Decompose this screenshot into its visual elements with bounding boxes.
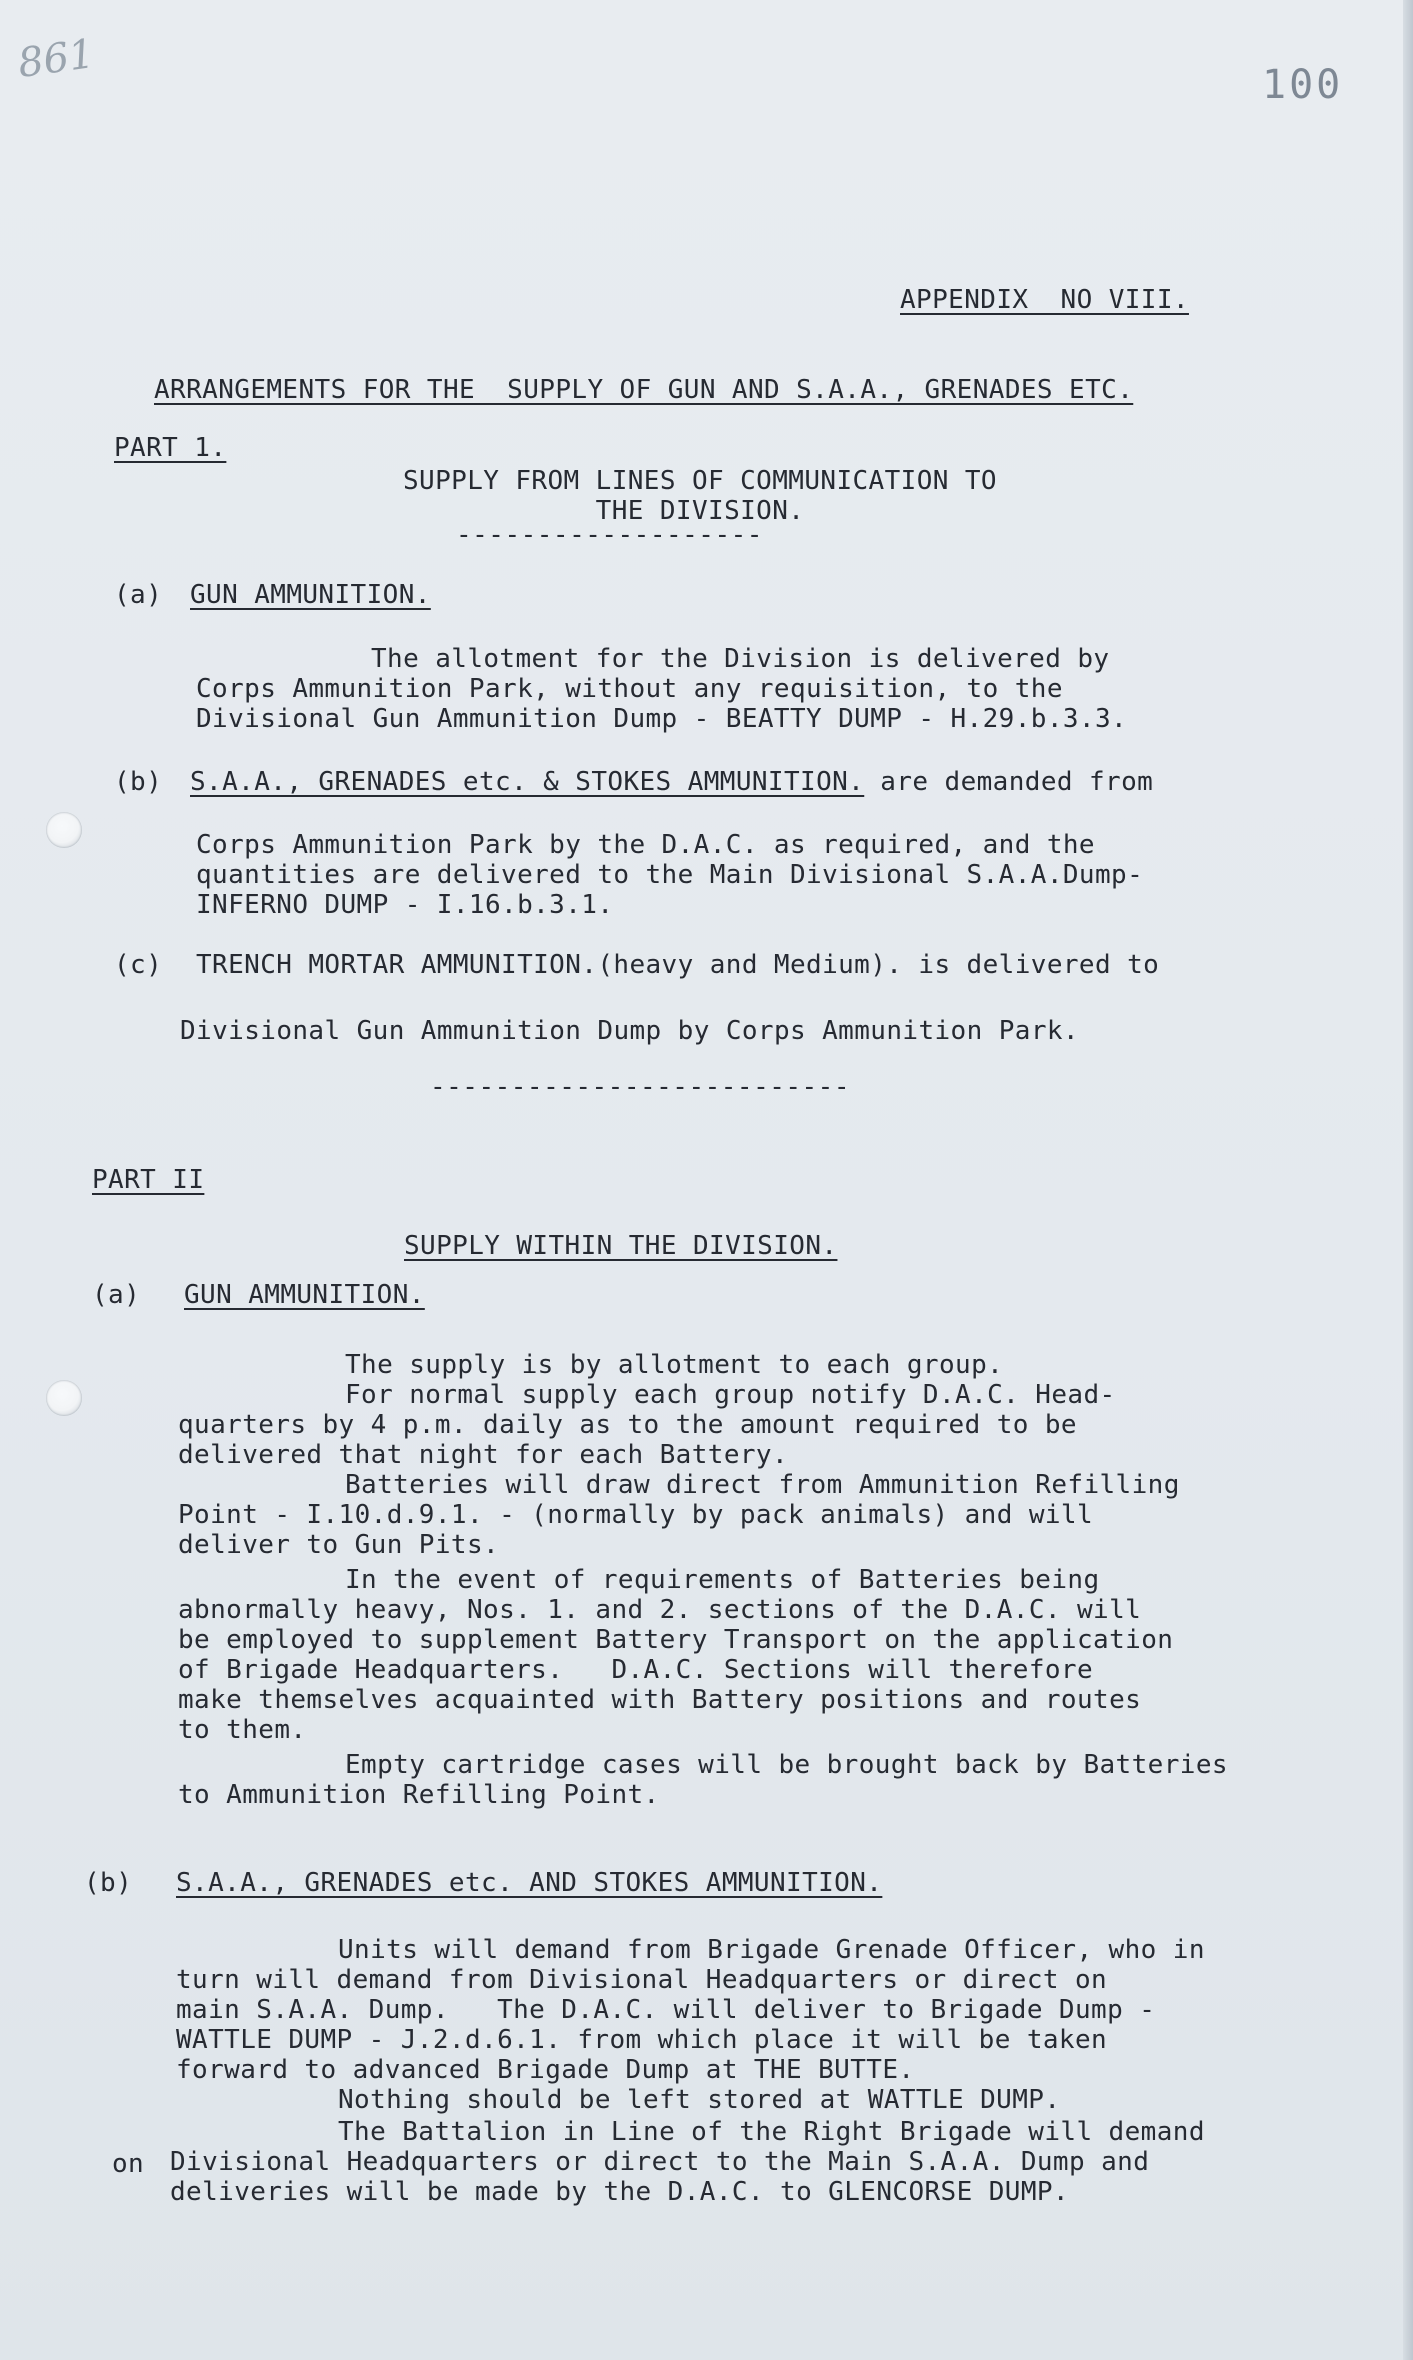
part1-heading-line2: THE DIVISION. (595, 496, 805, 526)
part1-a-heading: GUN AMMUNITION. (190, 580, 431, 610)
part1-b-heading-tail: are demanded from (864, 767, 1154, 797)
part2-a-line-11: of Brigade Headquarters. D.A.C. Sections will therefore (178, 1655, 1094, 1685)
part1-a-line-2: Corps Ammunition Park, without any requisition, to the (196, 674, 1063, 704)
part2-b-margin-word: on (112, 2149, 145, 2179)
part2-a-line-4: delivered that night for each Battery. (178, 1440, 789, 1470)
part2-a-heading: GUN AMMUNITION. (184, 1280, 425, 1310)
part1-heading-rule: ------------------- (456, 520, 763, 550)
part2-a-line-6: Point - I.10.d.9.1. - (normally by pack animals) and will (178, 1500, 1094, 1530)
part2-a-line-12: make themselves acquainted with Battery positions and routes (178, 1685, 1142, 1715)
part1-end-rule: -------------------------- (430, 1072, 850, 1102)
part2-a-line-2: For normal supply each group notify D.A.C. Head- (345, 1380, 1116, 1410)
part1-b-line-1: Corps Ammunition Park by the D.A.C. as required, and the (196, 830, 1095, 860)
part1-a-line-3: Divisional Gun Ammunition Dump - BEATTY DUMP - H.29.b.3.3. (196, 704, 1128, 734)
part2-b-line-9: deliveries will be made by the D.A.C. to GLENCORSE DUMP. (170, 2177, 1069, 2207)
part1-heading-line1: SUPPLY FROM LINES OF COMMUNICATION TO (403, 466, 997, 496)
part2-b-line-8: Divisional Headquarters or direct to the Main S.A.A. Dump and (170, 2147, 1150, 2177)
part1-c-line-2: Divisional Gun Ammunition Dump by Corps Ammunition Park. (180, 1016, 1079, 1046)
part1-b-heading-line (190, 767, 1153, 797)
part2-b-heading: S.A.A., GRENADES etc. AND STOKES AMMUNITION. (176, 1868, 883, 1898)
part2-b-line-1: Units will demand from Brigade Grenade Officer, who in (338, 1935, 1205, 1965)
part2-label: PART II (92, 1165, 205, 1195)
document-title: ARRANGEMENTS FOR THE SUPPLY OF GUN AND S.A.A., GRENADES ETC. (154, 375, 1134, 405)
part2-b-line-4: WATTLE DUMP - J.2.d.6.1. from which place it will be taken (176, 2025, 1108, 2055)
part2-b-line-2: turn will demand from Divisional Headquarters or direct on (176, 1965, 1108, 1995)
pencil-folio-number: 861 (15, 30, 98, 88)
part1-b-line-3: INFERNO DUMP - I.16.b.3.1. (196, 890, 614, 920)
punch-hole-lower (46, 1380, 82, 1416)
part2-a-line-5: Batteries will draw direct from Ammunition Refilling (345, 1470, 1180, 1500)
part2-b-line-5: forward to advanced Brigade Dump at THE BUTTE. (176, 2055, 915, 2085)
part2-b-line-6: Nothing should be left stored at WATTLE DUMP. (338, 2085, 1061, 2115)
part1-c-marker: (c) (114, 950, 163, 980)
part2-a-line-13: to them. (178, 1715, 307, 1745)
part2-a-line-1: The supply is by allotment to each group. (345, 1350, 1004, 1380)
part2-heading: SUPPLY WITHIN THE DIVISION. (404, 1231, 838, 1261)
part1-label: PART 1. (114, 433, 227, 463)
part2-b-line-7: The Battalion in Line of the Right Brigade will demand (338, 2117, 1205, 2147)
part2-b-line-3: main S.A.A. Dump. The D.A.C. will deliver to Brigade Dump - (176, 1995, 1156, 2025)
part2-a-line-10: be employed to supplement Battery Transport on the application (178, 1625, 1174, 1655)
part1-b-marker: (b) (114, 767, 163, 797)
appendix-number: APPENDIX NO VIII. (900, 285, 1189, 315)
part2-b-marker: (b) (84, 1868, 133, 1898)
part2-a-line-15: to Ammunition Refilling Point. (178, 1780, 660, 1810)
part1-a-marker: (a) (114, 580, 163, 610)
part2-a-line-14: Empty cartridge cases will be brought back by Batteries (345, 1750, 1228, 1780)
part2-a-line-8: In the event of requirements of Batteries being (345, 1565, 1100, 1595)
part2-a-marker: (a) (92, 1280, 141, 1310)
part1-c-line-1: TRENCH MORTAR AMMUNITION.(heavy and Medium). is delivered to (196, 950, 1160, 980)
part1-b-line-2: quantities are delivered to the Main Divisional S.A.A.Dump- (196, 860, 1144, 890)
part1-a-line-1: The allotment for the Division is delivered by (371, 644, 1110, 674)
part1-b-heading: S.A.A., GRENADES etc. & STOKES AMMUNITION. (190, 767, 865, 797)
part2-a-line-9: abnormally heavy, Nos. 1. and 2. sections of the D.A.C. will (178, 1595, 1142, 1625)
punch-hole-upper (46, 812, 82, 848)
stamped-page-number: 100 (1262, 62, 1344, 108)
part2-a-line-7: deliver to Gun Pits. (178, 1530, 500, 1560)
page-edge-shadow (1403, 0, 1413, 2360)
part2-a-line-3: quarters by 4 p.m. daily as to the amount required to be (178, 1410, 1077, 1440)
